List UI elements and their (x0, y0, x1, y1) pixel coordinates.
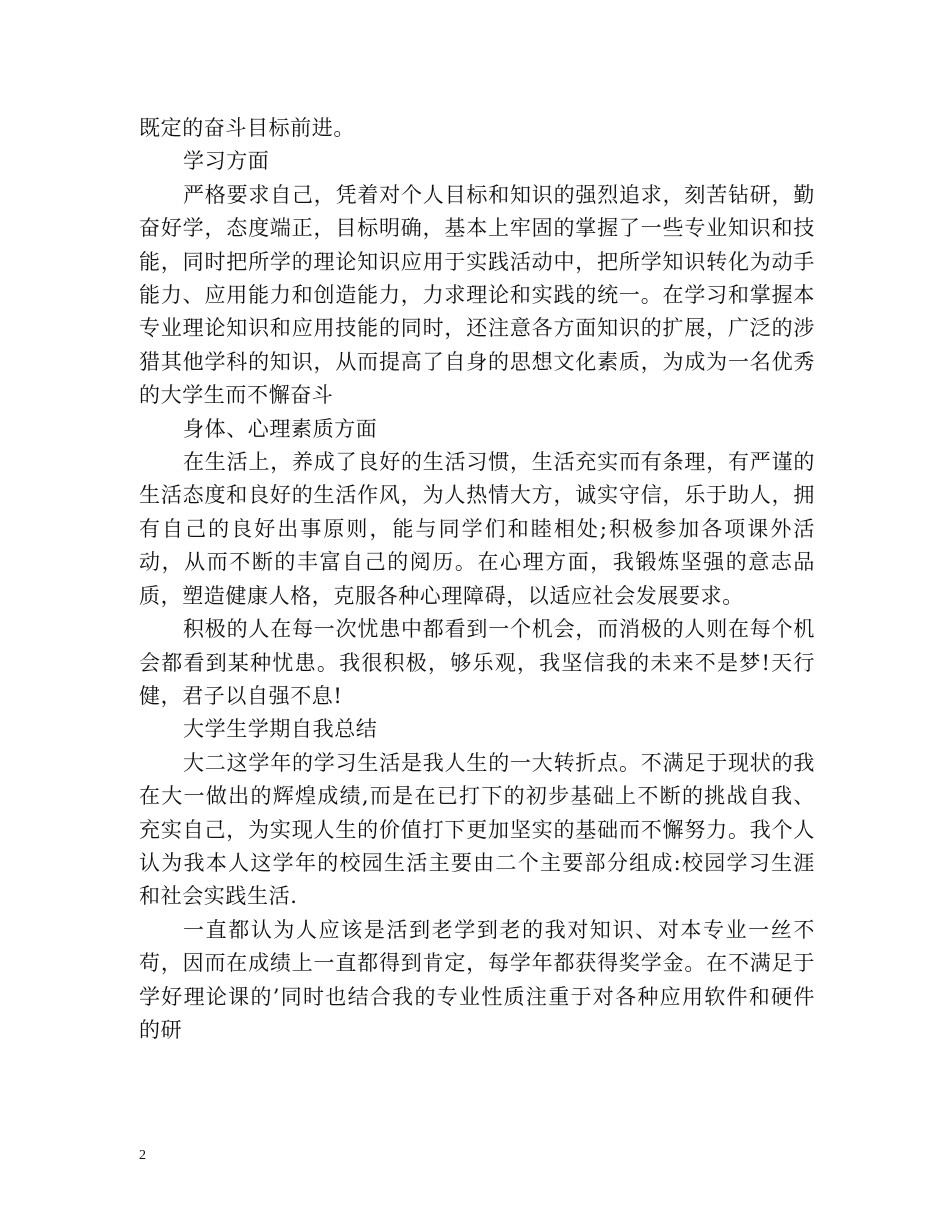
document-body (139, 112, 815, 1047)
paragraph-life: 在生活上，养成了良好的生活习惯，生活充实而有条理，有严谨的生活态度和良好的生活作风，为人热情大方，诚实守信，乐于助人，拥有自己的良好出事原则，能与同学们和睦相处;积极参加各项课外活动，从而不断的丰富自己的阅历。在心理方面，我锻炼坚强的意志品质，塑造健康人格，克服各种心理障碍，以适应社会发展要求。 (139, 450, 815, 608)
section-heading-study: 学习方面 (183, 149, 270, 174)
paragraph-attitude: 积极的人在每一次忧患中都看到一个机会，而消极的人则在每个机会都看到某种忧患。我很积极，够乐观，我坚信我的未来不是梦!天行健，君子以自强不息! (139, 617, 815, 708)
section-heading-body-mind: 身体、心理素质方面 (183, 416, 378, 441)
paragraph-study: 严格要求自己，凭着对个人目标和知识的强烈追求，刻苦钻研，勤奋好学，态度端正，目标明确，基本上牢固的掌握了一些专业知识和技能，同时把所学的理论知识应用于实践活动中，把所学知识转化为动手能力、应用能力和创造能力，力求理论和实践的统一。在学习和掌握本专业理论知识和应用技能的同时，还注意各方面知识的扩展，广泛的涉猎其他学科的知识，从而提高了自身的思想文化素质，为成为一名优秀的大学生而不懈奋斗 (139, 182, 815, 408)
paragraph-continuation: 既定的奋斗目标前进。 (139, 116, 355, 140)
paragraph-learning: 一直都认为人应该是活到老学到老的我对知识、对本专业一丝不苟，因而在成绩上一直都得到肯定，每学年都获得奖学金。在不满足于学好理论课的’同时也结合我的专业性质注重于对各种应用软件和硬件的研 (139, 917, 815, 1042)
page-number: 2 (139, 1148, 146, 1163)
section-heading-summary: 大学生学期自我总结 (183, 717, 378, 742)
paragraph-sophomore: 大二这学年的学习生活是我人生的一大转折点。不满足于现状的我在大一做出的辉煌成绩,而是在已打下的初步基础上不断的挑战自我、充实自己，为实现人生的价值打下更加坚实的基础而不懈努力。我个人认为我本人这学年的校园生活主要由二个主要部分组成:校园学习生涯和社会实践生活. (139, 750, 815, 909)
